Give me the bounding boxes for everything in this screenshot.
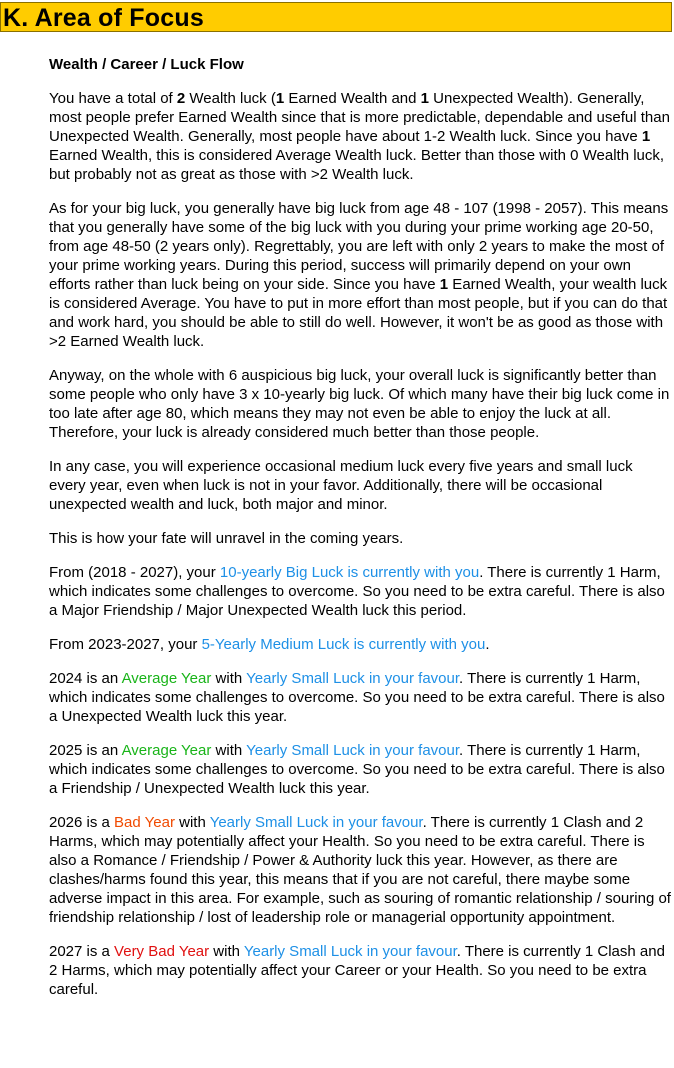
year-2027-paragraph: 2027 is a Very Bad Year with Yearly Small Luck in your favour. There is currently 1 Clash and 2 Harms, which may potentially affect your Career or your Health. So you need to be extra careful. (49, 943, 665, 998)
five-yearly-luck-link: 5-Yearly Medium Luck is currently with you (201, 636, 486, 653)
yearly-luck-link: Yearly Small Luck in your favour (209, 814, 423, 831)
big-luck-paragraph: As for your big luck, you generally have big luck from age 48 - 107 (1998 - 2057). This means that you generally have some of the big luck with you during your prime working age 20-50, from age 48-50 (2 years only). Regrettably, you are left with only 2 years to make the most of your prime working years. During this period, success will primarily depend on your own efforts rather than luck being on your side. Since you have 1 Earned Wealth, your wealth luck is considered Average. You have to put in more effort than most people, but if you can do that and work hard, you should be able to still do well. However, it won't be as good as those with >2 Earned Wealth luck. (49, 200, 669, 350)
year-2025-paragraph: 2025 is an Average Year with Yearly Small Luck in your favour. There is currently 1 Harm, which indicates some challenges to overcome. So you need to be extra careful. There is also a Friendship / Unexpected Wealth luck this year. (49, 742, 665, 797)
ten-yearly-luck-link: 10-yearly Big Luck is currently with you (219, 564, 480, 581)
year-2026-paragraph: 2026 is a Bad Year with Yearly Small Luck in your favour. There is currently 1 Clash and 2 Harms, which may potentially affect your Health. So you need to be extra careful. There is also a Romance / Friendship / Power & Authority luck this year. However, as there are clashes/harms found this year, this means that if you are not careful, there maybe some adverse impact in this area. For example, such as souring of romantic relationship / souring of friendship relationship / lost of leadership role or managerial opportunity appointment. (49, 814, 671, 926)
wealth-luck-paragraph: You have a total of 2 Wealth luck (1 Earned Wealth and 1 Unexpected Wealth). Generally, most people prefer Earned Wealth since that is more predictable, dependable and useful than Unexpected Wealth. Generally, most people have about 1-2 Wealth luck. Since you have 1 Earned Wealth, this is considered Average Wealth luck. Better than those with 0 Wealth luck, but probably not as great as those with >2 Wealth luck. (49, 90, 670, 183)
year-rating: Bad Year (114, 814, 175, 831)
year-rating: Very Bad Year (114, 943, 210, 960)
five-yearly-luck-paragraph: From 2023-2027, your 5-Yearly Medium Luck is currently with you. (49, 636, 490, 653)
yearly-luck-link: Yearly Small Luck in your favour (246, 670, 460, 687)
medium-small-luck-paragraph: In any case, you will experience occasional medium luck every five years and small luck every year, even when luck is not in your favor. Additionally, there will be occasional unexpected wealth and luck, both major and minor. (49, 458, 633, 513)
yearly-luck-link: Yearly Small Luck in your favour (246, 742, 460, 759)
section-header (0, 2, 672, 32)
year-rating: Average Year (121, 742, 212, 759)
report-content (49, 55, 671, 1014)
section-title: K. Area of Focus (3, 4, 204, 32)
yearly-luck-link: Yearly Small Luck in your favour (243, 943, 457, 960)
overall-luck-paragraph: Anyway, on the whole with 6 auspicious big luck, your overall luck is significantly better than some people who only have 3 x 10-yearly big luck. Of which many have their big luck come in too late after age 80, which means they may not even be able to enjoy the luck at all. Therefore, your luck is already considered much better than those people. (49, 367, 670, 441)
year-rating: Average Year (121, 670, 212, 687)
coming-years-intro: This is how your fate will unravel in the coming years. (49, 530, 404, 547)
year-2024-paragraph: 2024 is an Average Year with Yearly Small Luck in your favour. There is currently 1 Harm, which indicates some challenges to overcome. So you need to be extra careful. There is also a Unexpected Wealth luck this year. (49, 670, 665, 725)
ten-yearly-luck-paragraph: From (2018 - 2027), your 10-yearly Big Luck is currently with you. There is currently 1 Harm, which indicates some challenges to overcome. So you need to be extra careful. There is also a Major Friendship / Major Unexpected Wealth luck this period. (49, 564, 665, 619)
subsection-title: Wealth / Career / Luck Flow (49, 56, 244, 73)
